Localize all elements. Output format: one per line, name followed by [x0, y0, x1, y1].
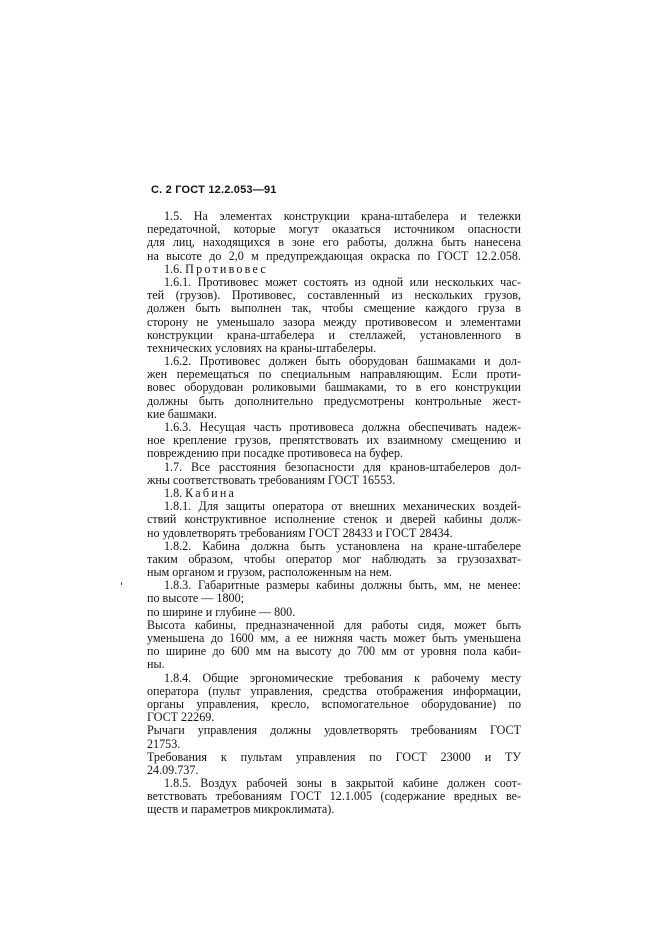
text-line: для лиц, находящихся в зоне его работы, должна быть нанесена [147, 235, 521, 250]
text-line: жны соответствовать требованиям ГОСТ 16553. [147, 472, 396, 487]
text-line: ствий конструктивное исполнение стенок и дверей кабины долж- [147, 512, 521, 527]
text-line: 21753. [147, 736, 181, 751]
text-line: 1.7. Все расстояния безопасности для кранов-штабелеров дол- [164, 459, 521, 474]
text-line: повреждению при посадке противовеса на буфер. [147, 446, 403, 461]
text-line: Требования к пультам управления по ГОСТ 23000 и ТУ [147, 749, 521, 764]
text-line: по ширине и глубине — 800. [147, 604, 296, 619]
text-line: сторону не уменьшало зазора между противовесом и элементами [147, 314, 521, 329]
text-line: 1.6.3. Несущая часть противовеса должна обеспечивать надеж- [164, 420, 521, 434]
text-line: 1.8.3. Габаритные размеры кабины должны быть, мм, не менее: [164, 578, 521, 593]
text-line: ны. [147, 657, 165, 672]
text-line: 24.09.737. [147, 762, 199, 777]
text-line: на высоте до 2,0 м предупреждающая окраска по ГОСТ 12.2.058. [147, 248, 521, 263]
text-line: 1.5. На элементах конструкции крана-штабелера и тележки [164, 209, 521, 223]
text-line: кие башмаки. [147, 406, 217, 421]
text-line: оператора (пульт управления, средства отображения информации, [147, 683, 521, 698]
text-line: должны быть дополнительно предусмотрены контрольные жест- [147, 393, 521, 408]
section-number: 1.8. [164, 485, 186, 500]
page-header: С. 2 ГОСТ 12.2.053—91 [151, 184, 277, 196]
text-line: 1.8.1. Для защиты оператора от внешних механических воздей- [164, 499, 521, 514]
text-line: но удовлетворять требованиям ГОСТ 28433 и ГОСТ 28434. [147, 525, 453, 540]
text-line: уменьшена до 1600 мм, а ее нижняя часть может быть уменьшена [147, 631, 521, 645]
body-text [147, 210, 521, 817]
text-line: 1.8.4. Общие эргономические требования к рабочему месту [164, 670, 521, 685]
text-line: 1.6.1. Противовес может состоять из одной или нескольких час- [164, 274, 521, 289]
text-line: ное крепление грузов, препятствовать их взаимному смещению и [147, 433, 521, 448]
text-line: 1.8.2. Кабина должна быть установлена на кране-штабелере [164, 538, 521, 553]
text-line: Рычаги управления должны удовлетворять требованиям ГОСТ [147, 723, 521, 738]
text-line: передаточной, которые могут оказаться источником опасности [147, 222, 521, 237]
section-heading: Противовес [185, 261, 268, 276]
text-line: таким образом, чтобы оператор мог наблюдать за грузозахват- [147, 551, 521, 566]
text-line: органы управления, кресло, вспомогательное оборудование) по [147, 696, 521, 711]
text-line: конструкции крана-штабелера и стеллажей, установленного в [147, 327, 521, 342]
text-line: ным органом и грузом, расположенным на нем. [147, 565, 392, 580]
text-line: по высоте — 1800; [147, 591, 244, 606]
text-line: жен перемещаться по специальным направляющим. Если проти- [147, 367, 521, 382]
text-line: 1.8.5. Воздух рабочей зоны в закрытой кабине должен соот- [164, 776, 521, 791]
text-line: ществ и параметров микроклимата). [147, 802, 335, 817]
text-line: по ширине до 600 мм на высоту до 700 мм от уровня пола каби- [147, 644, 521, 659]
text-line: должен быть выполнен так, чтобы смещение каждого груза в [147, 301, 521, 316]
text-line: вовес оборудован роликовыми башмаками, то в его конструкции [147, 380, 521, 395]
margin-speck [121, 582, 122, 585]
section-heading: Кабина [185, 485, 237, 500]
text-line: тей (грузов). Противовес, составленный из нескольких грузов, [147, 288, 521, 303]
text-line: Высота кабины, предназначенной для работы сидя, может быть [147, 617, 521, 632]
text-line [147, 263, 521, 276]
text-line: ГОСТ 22269. [147, 710, 215, 725]
text-line: технических условиях на краны-штабелеры. [147, 340, 377, 355]
text-line: ветствовать требованиям ГОСТ 12.1.005 (содержание вредных ве- [147, 789, 521, 804]
text-line: 1.6.2. Противовес должен быть оборудован башмаками и дол- [164, 354, 521, 369]
section-number: 1.6. [164, 261, 186, 276]
